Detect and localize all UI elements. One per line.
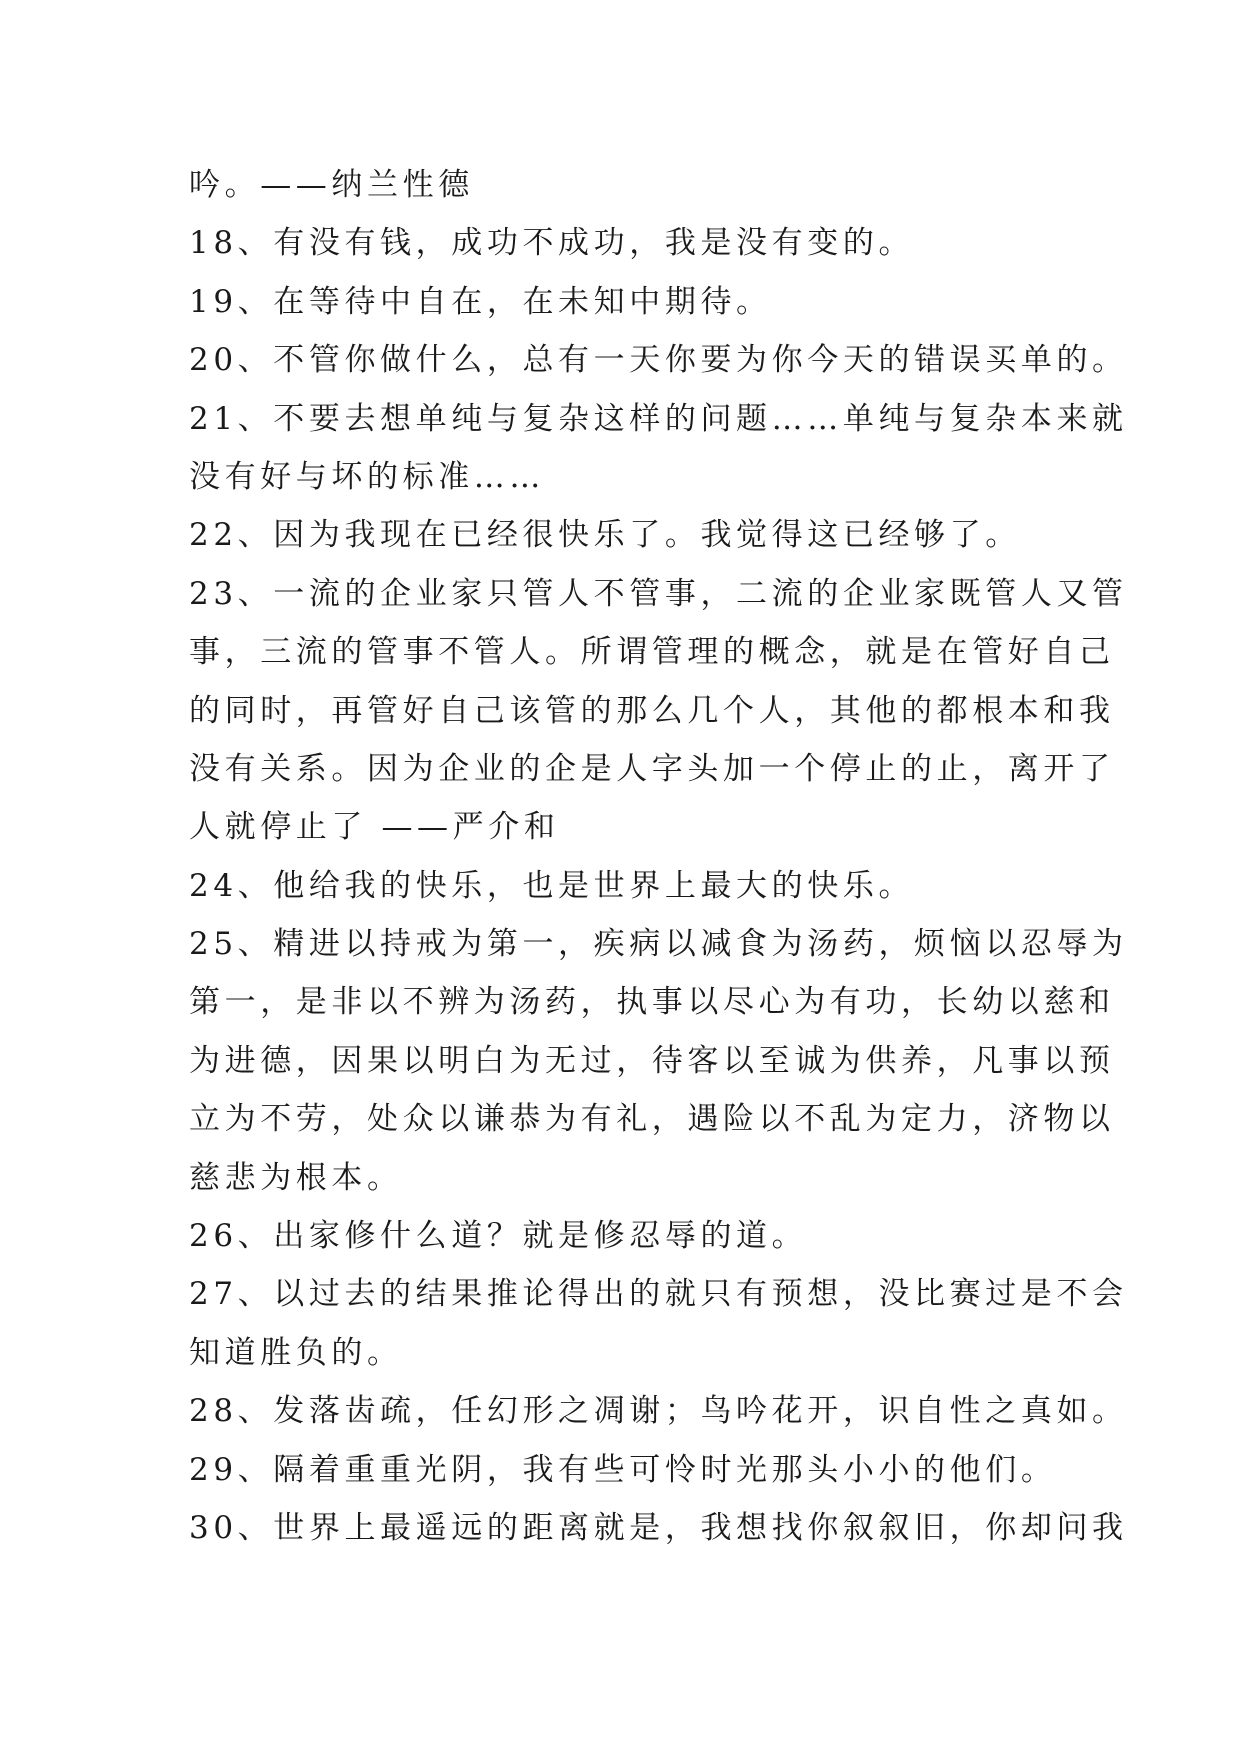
- text-line: 的同时，再管好自己该管的那么几个人，其他的都根本和我: [189, 692, 1115, 729]
- text-line: 19、在等待中自在，在未知中期待。: [189, 283, 772, 320]
- text-line: 27、以过去的结果推论得出的就只有预想，没比赛过是不会: [189, 1276, 1128, 1313]
- text-line: 30、世界上最遥远的距离就是，我想找你叙叙旧，你却问我: [189, 1509, 1128, 1546]
- text-line: 知道胜负的。: [189, 1334, 403, 1371]
- text-line: 20、不管你做什么，总有一天你要为你今天的错误买单的。: [189, 342, 1128, 379]
- text-line: 立为不劳，处众以谦恭为有礼，遇险以不乱为定力，济物以: [189, 1101, 1115, 1138]
- text-line: 慈悲为根本。: [189, 1159, 403, 1196]
- text-line: 人就停止了 ——严介和: [189, 809, 560, 846]
- text-line: 29、隔着重重光阴，我有些可怜时光那头小小的他们。: [189, 1451, 1057, 1488]
- text-line: 22、因为我现在已经很快乐了。我觉得这已经够了。: [189, 517, 1021, 554]
- text-line: 没有好与坏的标准……: [189, 458, 545, 495]
- text-line: 25、精进以持戒为第一，疾病以减食为汤药，烦恼以忍辱为: [189, 926, 1128, 963]
- text-line: 事，三流的管事不管人。所谓管理的概念，就是在管好自己: [189, 634, 1115, 671]
- text-line: 24、他给我的快乐，也是世界上最大的快乐。: [189, 867, 915, 904]
- text-line: 吟。——纳兰性德: [189, 167, 474, 203]
- text-line: 为进德，因果以明白为无过，待客以至诚为供养，凡事以预: [189, 1042, 1115, 1079]
- text-line: 没有关系。因为企业的企是人字头加一个停止的止，离开了: [189, 750, 1115, 787]
- text-line: 28、发落齿疏，任幻形之凋谢；鸟吟花开，识自性之真如。: [189, 1393, 1128, 1430]
- text-line: 18、有没有钱，成功不成功，我是没有变的。: [189, 225, 915, 262]
- text-line: 23、一流的企业家只管人不管事，二流的企业家既管人又管: [189, 575, 1128, 612]
- text-line: 26、出家修什么道？就是修忍辱的道。: [189, 1218, 808, 1255]
- document-body: [189, 156, 1128, 1557]
- text-line: 21、不要去想单纯与复杂这样的问题……单纯与复杂本来就: [189, 400, 1128, 437]
- text-line: 第一，是非以不辨为汤药，执事以尽心为有功，长幼以慈和: [189, 984, 1115, 1021]
